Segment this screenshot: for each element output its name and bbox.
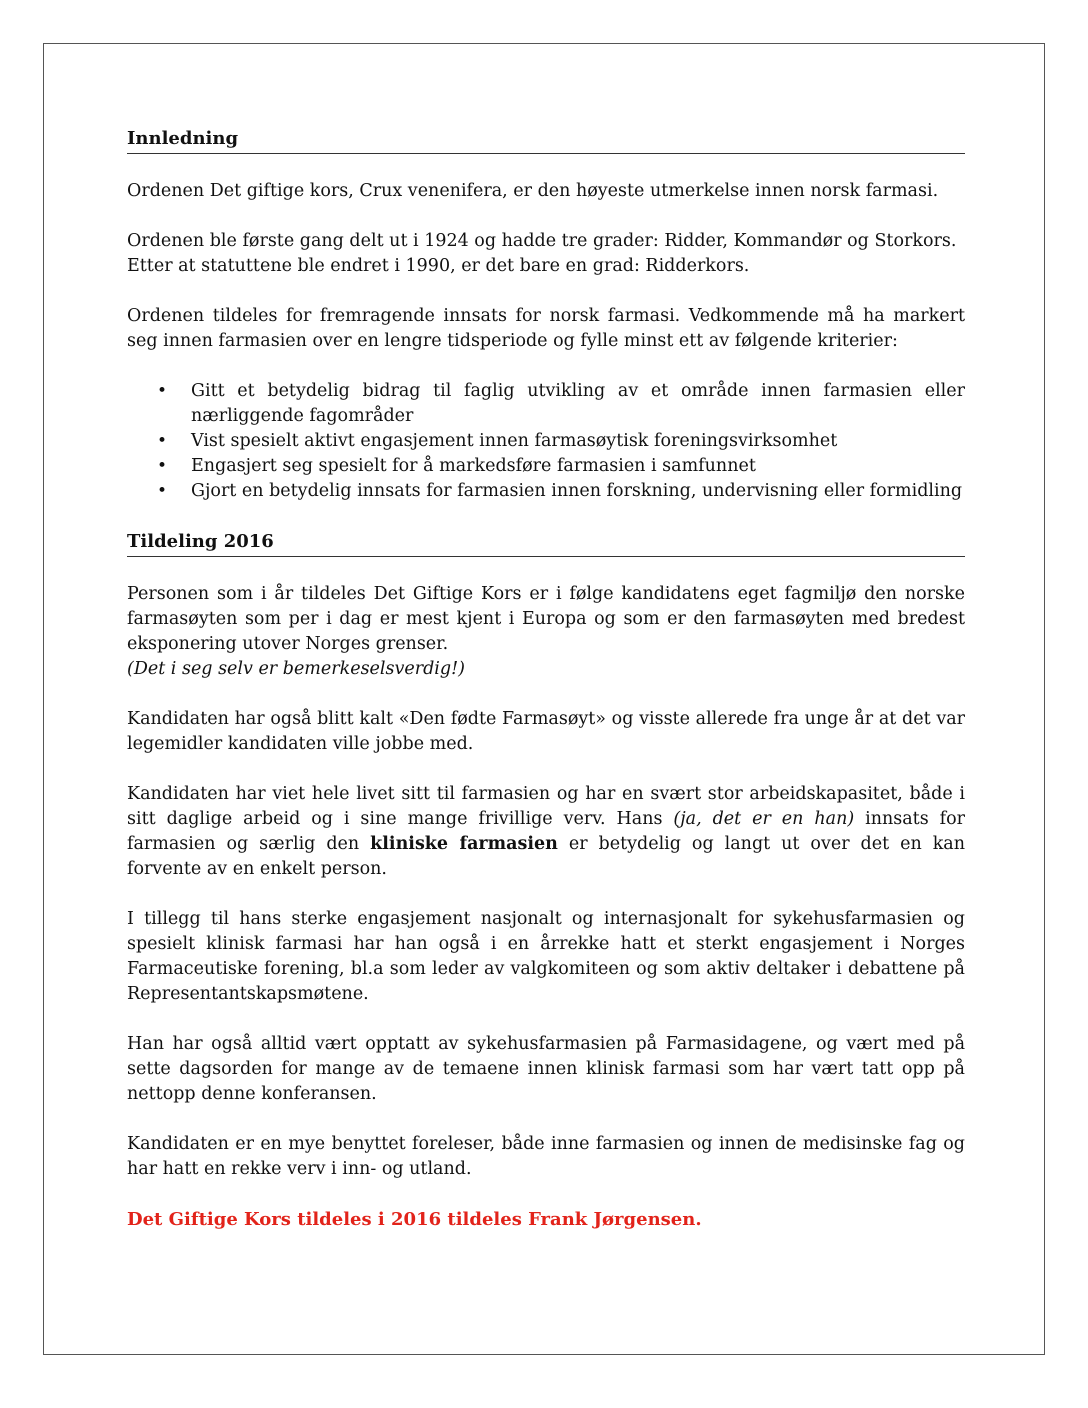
award-paragraph-2: Kandidaten har også blitt kalt «Den fødte Farmasøyt» og visste allerede fra unge år at det var legemidler kandidaten ville jobbe med. — [127, 709, 965, 754]
bullet-icon: • — [157, 431, 168, 451]
list-item — [127, 479, 965, 504]
list-item — [127, 379, 965, 429]
award-paragraph-5: Han har også alltid vært opptatt av sykehusfarmasien på Farmasidagene, og vært med på sette dagsorden for mange av de temaene innen klinisk farmasi som har vært tatt opp på nettopp denne konferansen. — [127, 1034, 965, 1104]
award-paragraph-3-part-2: innsats for farmasien og særlig den — [127, 809, 965, 854]
intro-paragraph-3: Ordenen tildeles for fremragende innsats for norsk farmasi. Vedkommende må ha markert seg innen farmasien over en lengre tidsperiode og fylle minst ett av følgende kriterier: — [127, 306, 965, 351]
award-paragraph-4: I tillegg til hans sterke engasjement nasjonalt og internasjonalt for sykehusfarmasien og spesielt klinisk farmasi har han også i en årrekke hatt et sterkt engasjement i Norges Farmaceutiske forening, bl.a som leder av valgkomiteen og som aktiv deltaker i debattene på Representantskapsmøtene. — [127, 909, 965, 1004]
criteria-text: Engasjert seg spesielt for å markedsføre farmasien i samfunnet — [191, 456, 756, 476]
criteria-text: Gjort en betydelig innsats for farmasien innen forskning, undervisning eller formidling — [191, 481, 963, 501]
criteria-list — [127, 379, 965, 504]
closing-statement: Det Giftige Kors tildeles i 2016 tildeles Frank Jørgensen. — [127, 1209, 702, 1230]
list-item — [127, 454, 965, 479]
intro-paragraph-1: Ordenen Det giftige kors, Crux venenifera, er den høyeste utmerkelse innen norsk farmasi. — [127, 181, 939, 201]
award-paragraph-3-bold: kliniske farmasien — [370, 834, 558, 854]
award-paragraph-1-note: (Det i seg selv er bemerkeselsverdig!) — [127, 659, 465, 679]
criteria-text: Gitt et betydelig bidrag til faglig utvikling av et område innen farmasien eller nærliggende fagområder — [191, 381, 965, 426]
award-paragraph-1: Personen som i år tildeles Det Giftige Kors er i følge kandidatens eget fagmiljø den norske farmasøyten som per i dag er mest kjent i Europa og som er den farmasøyten med bredest eksponering utover Norges grenser. — [127, 584, 965, 654]
list-item — [127, 429, 965, 454]
document-body — [127, 126, 965, 1232]
award-paragraph-3-italic: (ja, det er en han) — [673, 809, 855, 829]
award-paragraph-6: Kandidaten er en mye benyttet foreleser, både inne farmasien og innen de medisinske fag og har hatt en rekke verv i inn- og utland. — [127, 1134, 965, 1179]
bullet-icon: • — [157, 381, 168, 401]
criteria-text: Vist spesielt aktivt engasjement innen farmasøytisk foreningsvirksomhet — [191, 431, 838, 451]
intro-paragraph-2: Ordenen ble første gang delt ut i 1924 og hadde tre grader: Ridder, Kommandør og Storkors. Etter at statuttene ble endret i 1990, er det bare en grad: Ridderkors. — [127, 231, 957, 276]
award-paragraph-3-part-3: er betydelig og langt ut over det en kan forvente av en enkelt person. — [127, 834, 965, 879]
section-heading-award: Tildeling 2016 — [127, 529, 965, 557]
bullet-icon: • — [157, 481, 168, 501]
award-paragraph-3-part-1: Kandidaten har viet hele livet sitt til farmasien og har en svært stor arbeidskapasitet, både i sitt daglige arbeid og i sine mange frivillige verv. Hans — [127, 784, 965, 829]
bullet-icon: • — [157, 456, 168, 476]
section-heading-intro: Innledning — [127, 126, 965, 154]
award-paragraph-3 — [127, 782, 965, 882]
